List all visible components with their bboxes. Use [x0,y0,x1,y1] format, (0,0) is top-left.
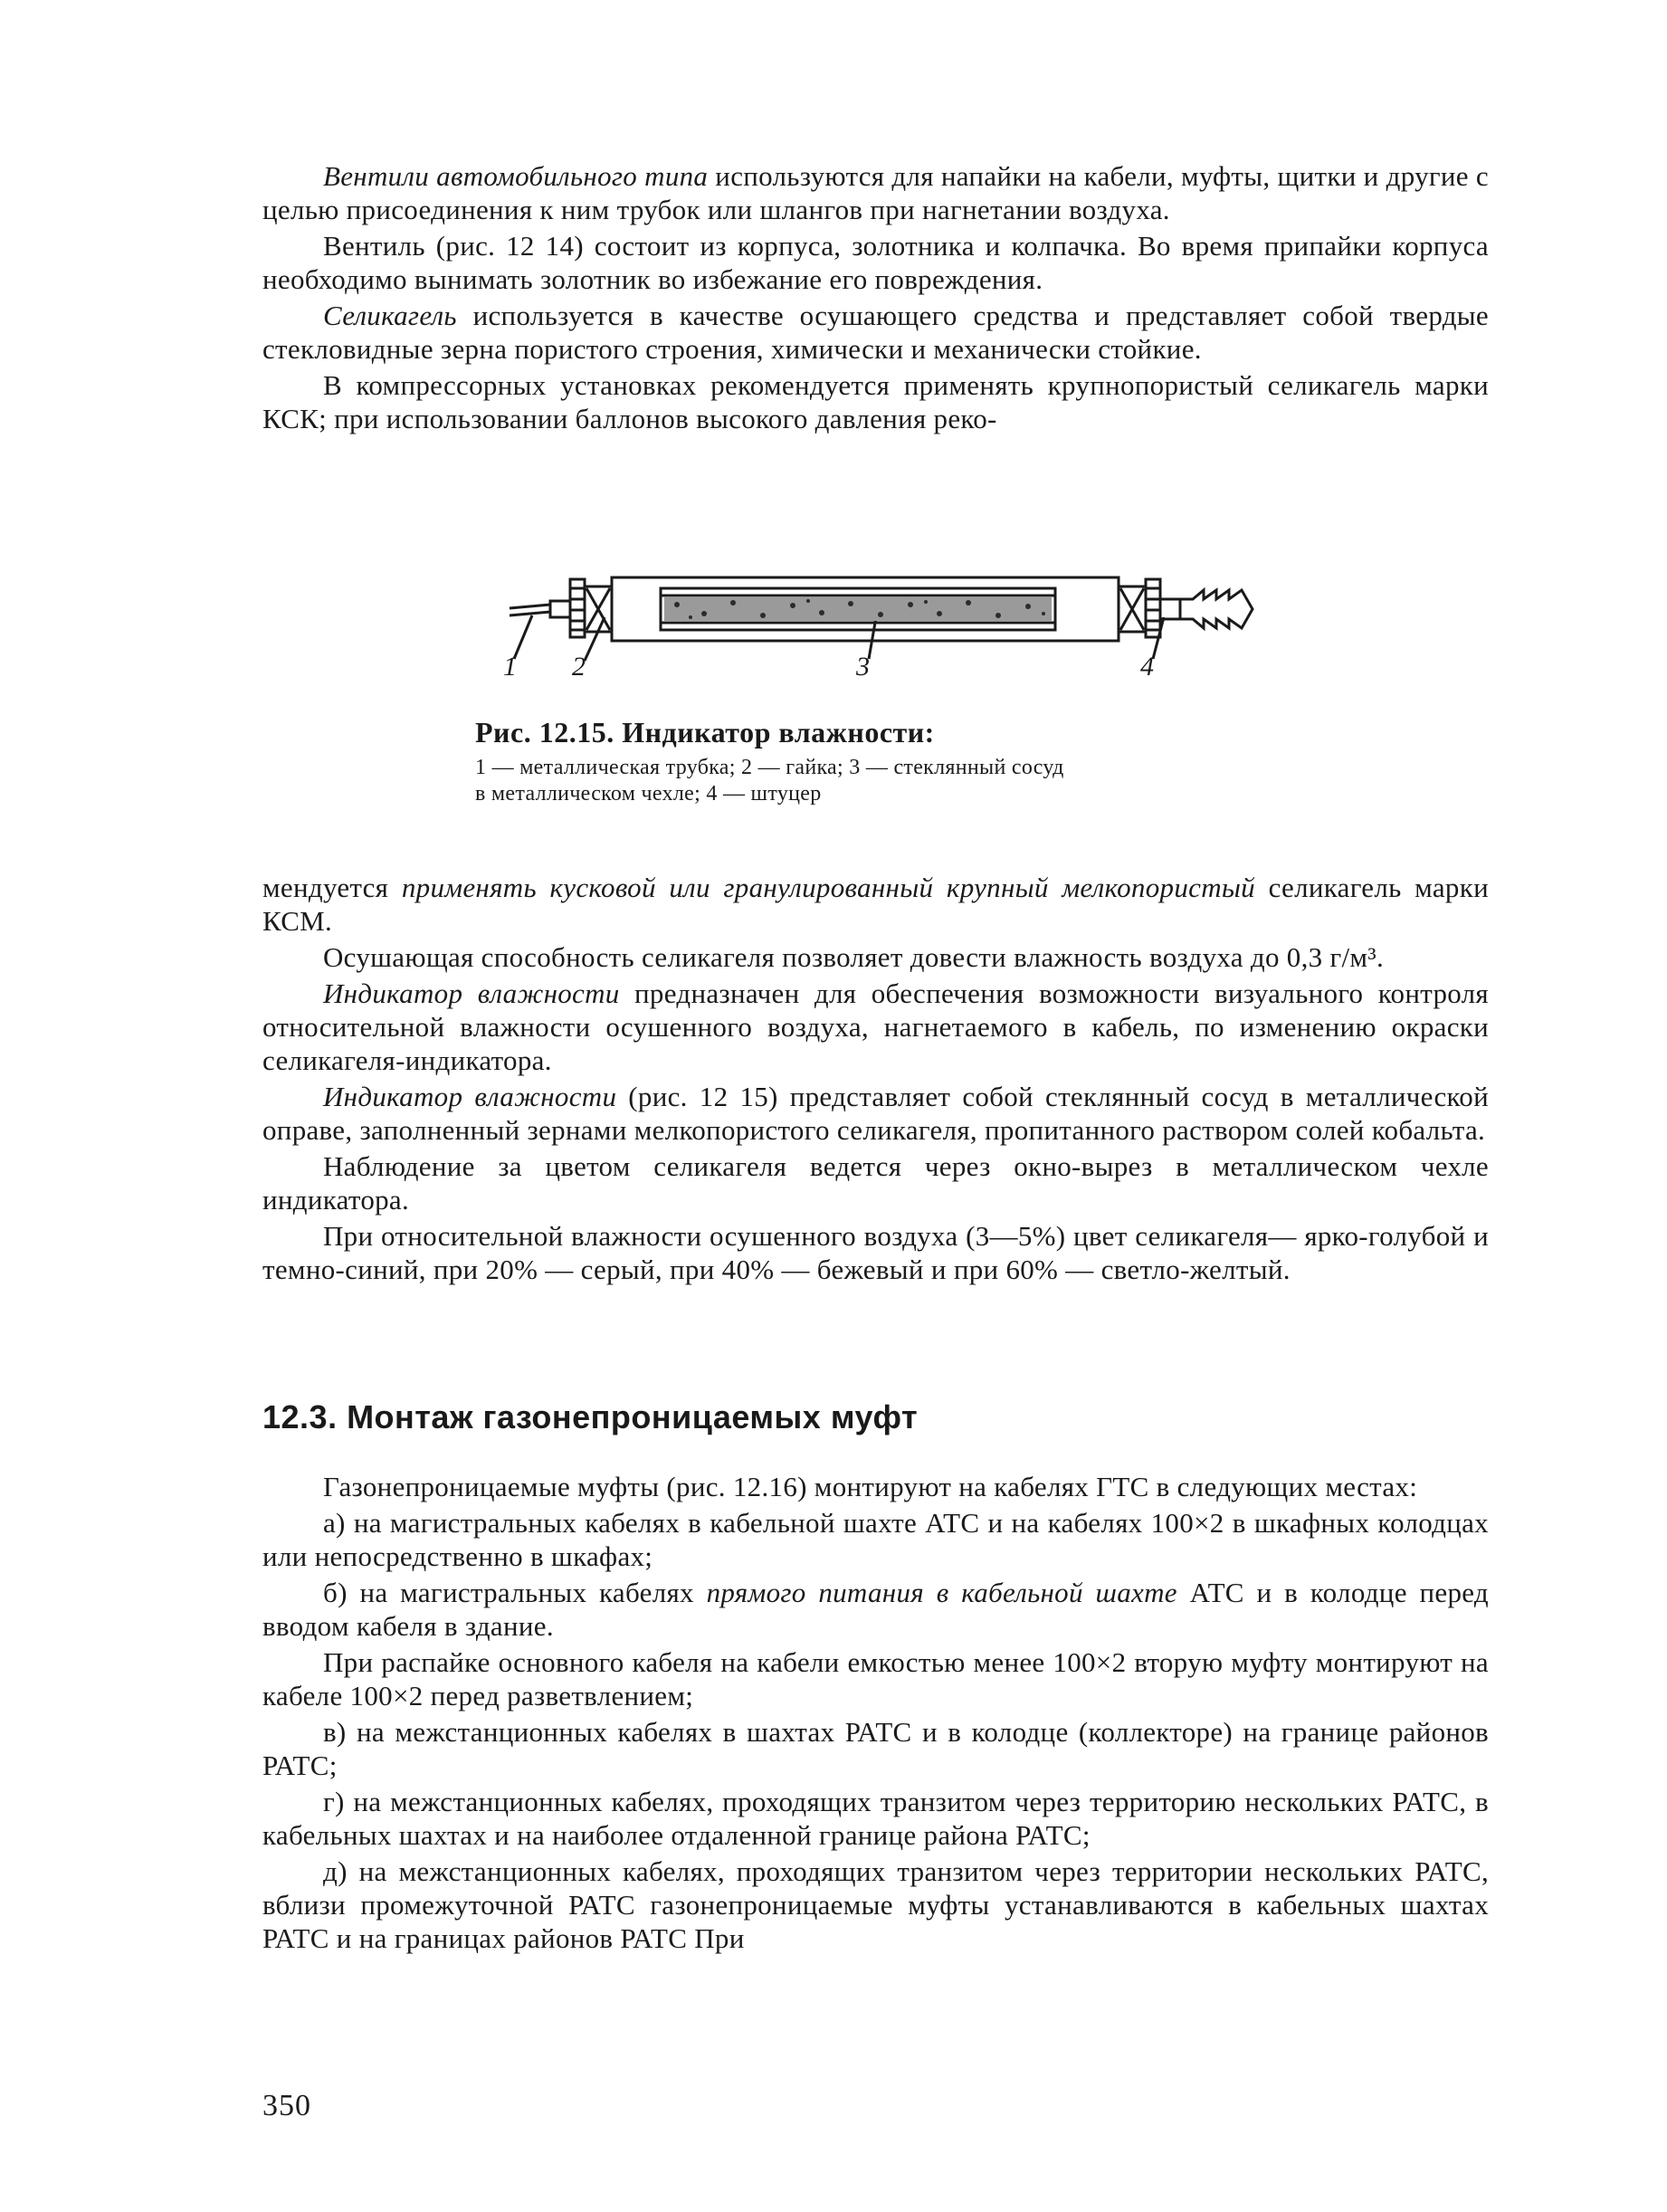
paragraph-observation [262,1149,1489,1216]
section-heading: 12.3. Монтаж газонепроницаемых муфт [262,1398,919,1435]
paragraph-text: мендуется [262,872,402,903]
text-block-middle [262,871,1489,1286]
paragraph-color-scale [262,1219,1489,1286]
figure-label-3: 3 [856,652,870,679]
paragraph-drying-capacity [262,940,1489,974]
caption-legend-line-1: 1 — металлическая трубка; 2 — гайка; 3 — стеклянный сосуд [475,756,1064,779]
humidity-indicator-drawing [496,561,1274,679]
list-item-d: д) на межстанционных кабелях, проходящих транзитом через территории нескольких РАТС, вблизи промежуточной РАТС газонепроницаемые муфты устанавливаются в кабельных шахтах РАТС и на границах районов РАТС При [262,1855,1489,1954]
silica-gel-fill [664,597,1052,621]
list-item-v: в) на межстанционных кабелях в шахтах РАТС и в колодце (коллекторе) на границе районов РАТС; [262,1716,1489,1781]
paragraph-continuation [262,871,1489,938]
paragraph-text: В компрессорных установках рекомендуется применять крупнопористый селикагель марки КСК; при использовании баллонов высокого давления реко- [262,369,1489,434]
paragraph-italic: применять кусковой или гранулированный крупный мелкопористый [401,872,1255,903]
paragraph-text: используются для напайки на кабели, муфты, щитки и другие с целью присоединения к ним трубок или шлангов при нагнетании воздуха. [262,160,1489,225]
list-item-a: а) на магистральных кабелях в кабельной шахте АТС и на кабелях 100×2 в шкафных колодцах или непосредственно в шкафах; [262,1507,1489,1572]
paragraph-text: (рис. 12 15) представляет собой стеклянный сосуд в металлической оправе, заполненный зернами мелкопористого селикагеля, пропитанного раствором солей кобальта. [262,1081,1489,1146]
caption-legend [475,755,1326,807]
figure-label-2: 2 [572,652,586,679]
paragraph-text: Наблюдение за цветом селикагеля ведется через окно-вырез в металлическом чехле индикатора. [262,1150,1489,1216]
paragraph-text: Осушающая способность селикагеля позволяет довести влажность воздуха до 0,3 г/м³. [323,941,1384,973]
paragraph-text: б) на магистральных кабелях [323,1577,707,1608]
page-number: 350 [262,2089,311,2122]
figure-humidity-indicator [496,561,1274,679]
paragraph-ventil-structure [262,229,1489,296]
paragraph-text: предназначен для обеспечения возможности визуального контроля относительной влажности осушенного воздуха, нагнетаемого в кабель, по изменению окраски селикагеля-индикатора. [262,977,1489,1076]
list-item-b [262,1576,1489,1643]
paragraph-indicator-purpose [262,977,1489,1077]
term-indicator: Индикатор влажности [323,977,620,1009]
paragraph-selikagel [262,299,1489,366]
paragraph-ventili [262,159,1489,226]
term-ventili: Вентили автомобильного типа [323,160,709,192]
text-block-bottom [262,1470,1489,1955]
paragraph-indicator-structure [262,1080,1489,1147]
figure-label-1: 1 [503,652,517,679]
list-item-g: г) на межстанционных кабелях, проходящих транзитом через территорию нескольких РАТС, в кабельных шахтах и на наиболее отдаленной границе района РАТС; [262,1786,1489,1851]
caption-title: Рис. 12.15. Индикатор влажности: [475,716,935,748]
paragraph-splicing-note: При распайке основного кабеля на кабели емкостью менее 100×2 вторую муфту монтируют на кабеле 100×2 перед разветвлением; [262,1646,1489,1711]
paragraph-text: При относительной влажности осушенного воздуха (3—5%) цвет селикагеля— ярко-голубой и темно-синий, при 20% — серый, при 40% — бежевый и при 60% — светло-желтый. [262,1220,1489,1285]
figure-label-4: 4 [1140,652,1154,679]
caption-legend-line-2: в металлическом чехле; 4 — штуцер [475,782,822,806]
paragraph-compressor [262,368,1489,435]
text-block-top [262,159,1489,435]
paragraph-text: используется в качестве осушающего средства и представляет собой твердые стекловидные зерна пористого строения, химически и механически стойкие. [262,300,1489,365]
paragraph-gas-tight-intro: Газонепроницаемые муфты (рис. 12.16) монтируют на кабелях ГТС в следующих местах: [323,1471,1418,1502]
term-selikagel: Селикагель [323,300,457,331]
paragraph-text: Вентиль (рис. 12 14) состоит из корпуса, золотника и колпачка. Во время припайки корпуса необходимо вынимать золотник во избежание его повреждения. [262,230,1489,295]
figure-caption [475,715,1326,807]
paragraph-italic: прямого питания в кабельной шахте [706,1577,1177,1608]
term-indicator: Индикатор влажности [323,1081,617,1112]
paragraph-text: АТС и в колодце перед вводом кабеля в здание. [262,1577,1489,1642]
paragraph-text: селикагель марки КСМ. [262,872,1489,937]
